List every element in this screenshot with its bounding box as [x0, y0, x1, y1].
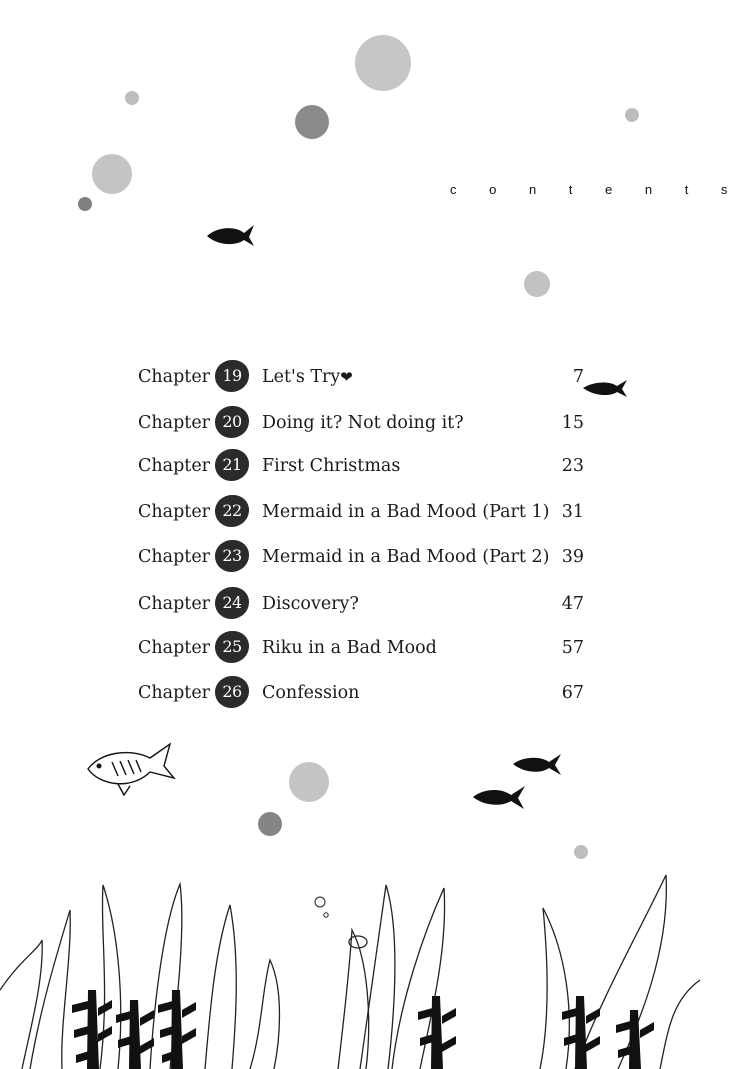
page-number: 47 — [561, 594, 584, 614]
chapter-number-badge: 24 — [215, 587, 249, 619]
page-number: 15 — [561, 413, 584, 433]
chapter-number-badge: 19 — [215, 360, 249, 392]
chapter-label: Chapter — [138, 594, 211, 614]
heart-icon: ❤ — [340, 368, 353, 386]
bubble — [92, 154, 132, 194]
page-number: 57 — [561, 638, 584, 658]
toc-row-chapter-23[interactable] — [138, 540, 598, 574]
bubble — [289, 762, 329, 802]
chapter-title: Let's Try❤ — [262, 367, 353, 387]
bubble — [524, 271, 550, 297]
outline-fish — [88, 744, 174, 795]
chapter-label: Chapter — [138, 547, 211, 567]
toc-row-chapter-25[interactable] — [138, 631, 598, 665]
chapter-number-badge: 26 — [215, 676, 249, 708]
toc-row-chapter-22[interactable] — [138, 495, 598, 529]
page-number: 67 — [561, 683, 584, 703]
chapter-label: Chapter — [138, 638, 211, 658]
chapter-number-badge: 22 — [215, 495, 249, 527]
chapter-number-badge: 23 — [215, 540, 249, 572]
page-number: 39 — [561, 547, 584, 567]
chapter-title: Mermaid in a Bad Mood (Part 2) — [262, 547, 550, 567]
toc-row-chapter-20[interactable] — [138, 406, 598, 440]
chapter-label: Chapter — [138, 413, 211, 433]
bubble — [574, 845, 588, 859]
chapter-title: Doing it? Not doing it? — [262, 413, 464, 433]
chapter-title: Riku in a Bad Mood — [262, 638, 437, 658]
chapter-title: Confession — [262, 683, 360, 703]
chapter-label: Chapter — [138, 683, 211, 703]
chapter-title: First Christmas — [262, 456, 401, 476]
seaweed-fronds — [72, 990, 654, 1069]
toc-row-chapter-19[interactable] — [138, 360, 598, 394]
toc-row-chapter-24[interactable] — [138, 587, 598, 621]
bubble — [625, 108, 639, 122]
bubble — [258, 812, 282, 836]
chapter-label: Chapter — [138, 456, 211, 476]
chapter-number-badge: 20 — [215, 406, 249, 438]
chapter-number-badge: 25 — [215, 631, 249, 663]
bubble — [355, 35, 411, 91]
chapter-label: Chapter — [138, 367, 211, 387]
chapter-title: Discovery? — [262, 594, 359, 614]
bubble — [125, 91, 139, 105]
page-number: 23 — [561, 456, 584, 476]
bubble — [78, 197, 92, 211]
chapter-title: Mermaid in a Bad Mood (Part 1) — [262, 502, 550, 522]
chapter-label: Chapter — [138, 502, 211, 522]
page-number: 7 — [572, 367, 584, 387]
page-number: 31 — [561, 502, 584, 522]
chapter-number-badge: 21 — [215, 449, 249, 481]
contents-heading: c o n t e n t s — [450, 182, 742, 197]
bubble — [295, 105, 329, 139]
toc-row-chapter-21[interactable] — [138, 449, 598, 483]
toc-row-chapter-26[interactable] — [138, 676, 598, 710]
